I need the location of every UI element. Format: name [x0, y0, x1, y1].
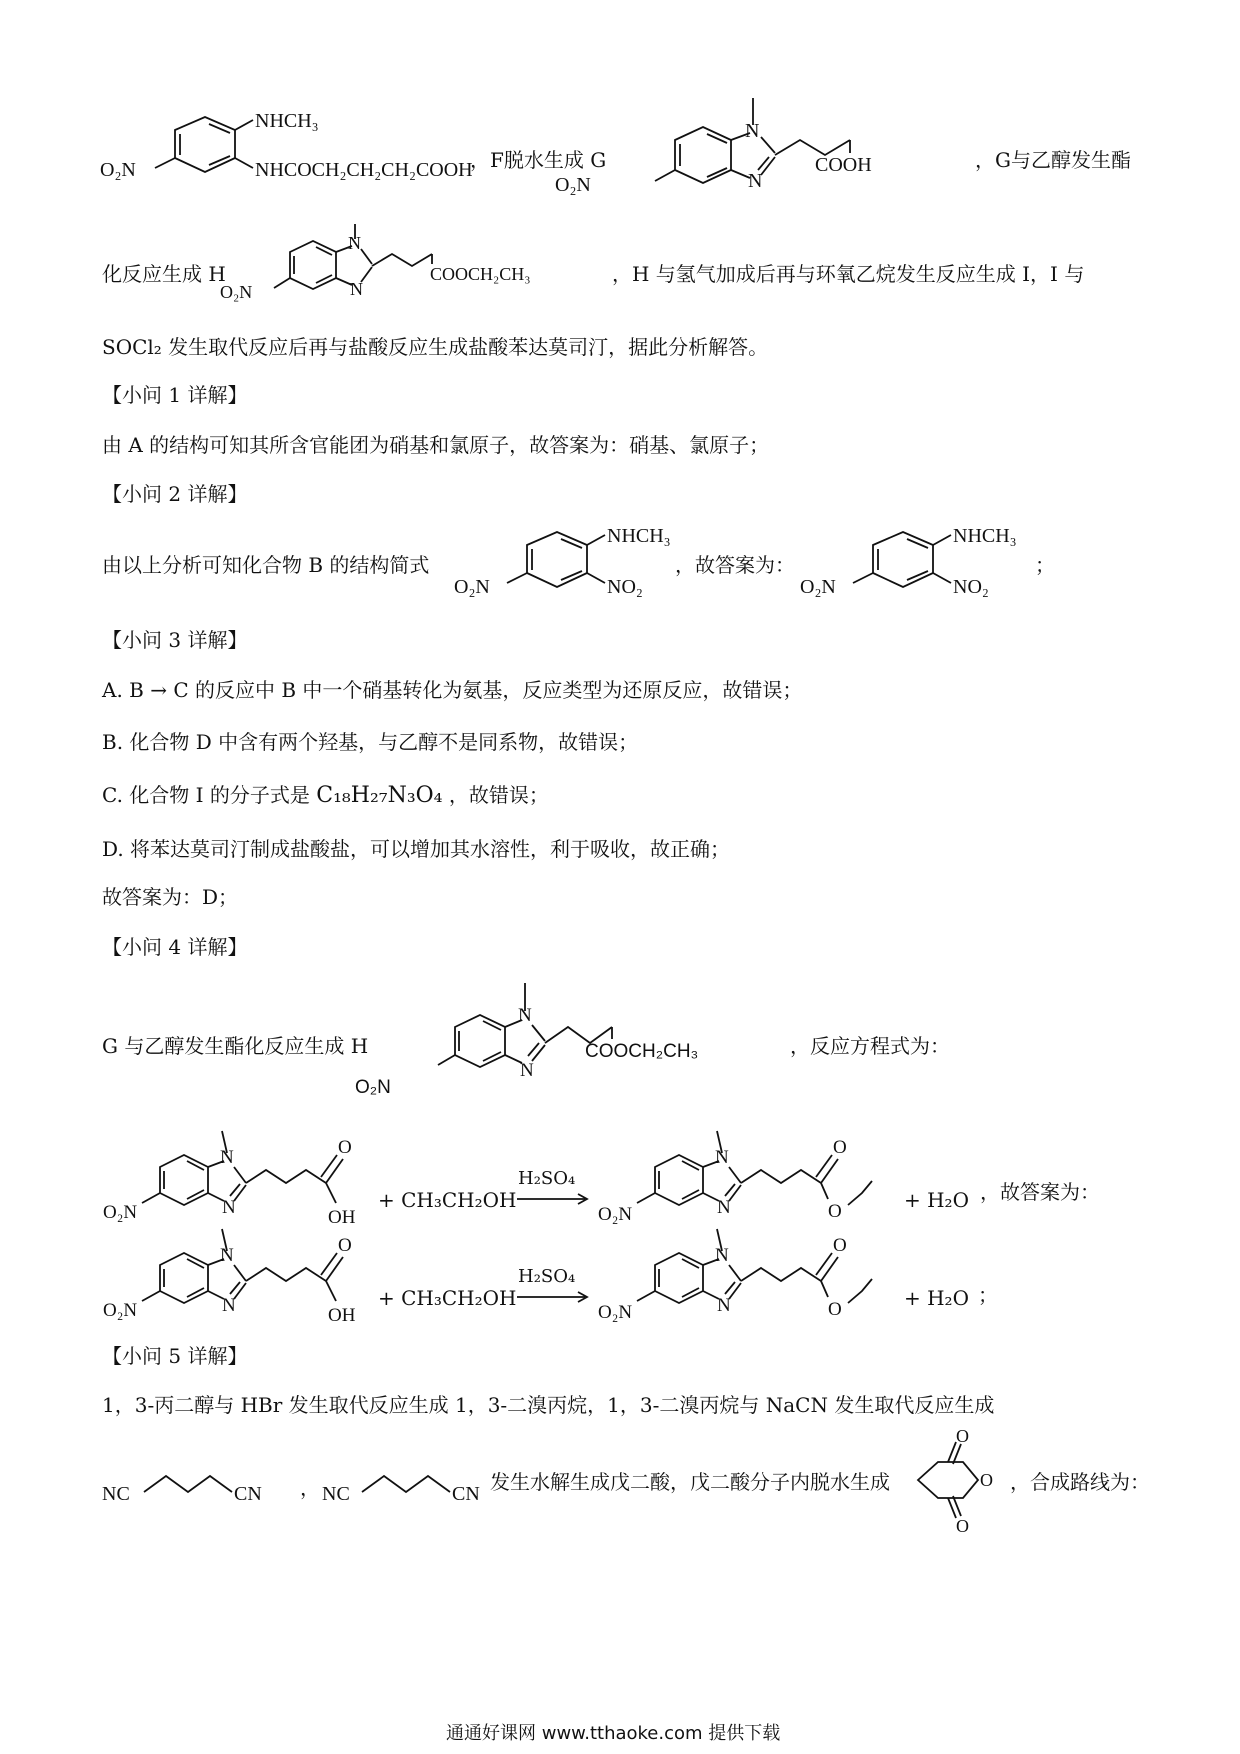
n-label: N [222, 1295, 236, 1316]
eq2-plus-water: + H₂O [904, 1286, 969, 1310]
cooh-label: COOH [815, 154, 872, 176]
o2n-label: O₂N [355, 1077, 391, 1098]
product-h-structure-2 [600, 1223, 880, 1338]
o2n-label: O₂N [454, 576, 490, 598]
eq2-suffix: ； [978, 1283, 998, 1307]
q3-c-suffix: ，故错误； [448, 783, 549, 807]
o2n-label: O₂N [100, 159, 136, 181]
o2n-label: O₂N [598, 1302, 633, 1323]
page-footer: 通通好课网 www.tthaoke.com 提供下载 [446, 1723, 781, 1744]
cn-label: CN [234, 1483, 262, 1505]
n-label: N [220, 1245, 234, 1266]
n-label: N [715, 1245, 729, 1266]
nhch3-label: NHCH₃ [953, 525, 1017, 547]
q3-heading: 【小问 3 详解】 [102, 628, 248, 652]
n-label: N [745, 120, 760, 142]
q3-option-b: B. 化合物 D 中含有两个羟基，与乙醇不是同系物，故错误； [102, 730, 639, 754]
eq1-catalyst: H₂SO₄ [518, 1168, 576, 1189]
line2-end-text: ，H 与氢气加成后再与环氧乙烷发生反应生成 I，I 与 [612, 262, 1085, 286]
o-label: O [338, 1137, 352, 1158]
o2n-label: O₂N [800, 576, 836, 598]
nc-label: NC [102, 1483, 130, 1505]
eq1-plus-water: + H₂O [904, 1188, 969, 1212]
q2-heading: 【小问 2 详解】 [102, 482, 248, 506]
o2n-label: O₂N [598, 1204, 633, 1225]
q1-heading: 【小问 1 详解】 [102, 383, 248, 407]
o2n-label: O₂N [103, 1300, 138, 1321]
nc-label: NC [322, 1483, 350, 1505]
nhch3-label: NHCH₃ [607, 525, 671, 547]
no2-label: NO₂ [953, 576, 989, 598]
n-label: N [717, 1197, 731, 1218]
o-label: O [828, 1299, 842, 1320]
q2-text-end: ； [1035, 553, 1055, 577]
n-label: N [715, 1147, 729, 1168]
oh-label: OH [328, 1207, 356, 1228]
cooet-label: COOCH₂CH₃ [585, 1041, 699, 1062]
o-label: O [828, 1201, 842, 1222]
q2-text-before: 由以上分析可知化合物 B 的结构简式 [102, 553, 430, 577]
q4-heading: 【小问 4 详解】 [102, 935, 248, 959]
q2-text-mid: ，故答案为： [675, 553, 795, 577]
o-label: O [956, 1516, 969, 1536]
compound-b-answer-structure [800, 515, 1038, 610]
line1-mid-text: ，F脱水生成 G [470, 148, 607, 172]
line3-text: SOCl₂ 发生取代反应后再与盐酸反应生成盐酸苯达莫司汀，据此分析解答。 [102, 335, 769, 359]
eq1-suffix: ，故答案为： [980, 1180, 1100, 1204]
line2-start-text: 化反应生成 H [102, 262, 226, 286]
compound-h-intro-structure [355, 975, 820, 1110]
oh-label: OH [328, 1305, 356, 1326]
n-label: N [222, 1197, 236, 1218]
o-label: O [956, 1426, 969, 1446]
o-label: O [980, 1470, 993, 1490]
o-label: O [833, 1137, 847, 1158]
glutaric-anhydride-structure [888, 1422, 1008, 1537]
compound-h-structure [220, 222, 610, 322]
eq2-catalyst: H₂SO₄ [518, 1266, 576, 1287]
o2n-label: O₂N [103, 1202, 138, 1223]
n-label: N [350, 279, 363, 299]
q5-text1: 1，3-丙二醇与 HBr 发生取代反应生成 1，3-二溴丙烷，1，3-二溴丙烷与 NaCN 发生取代反应生成 [102, 1393, 995, 1417]
nhch3-label: NHCH₃ [255, 110, 319, 132]
compound-f-structure [95, 100, 473, 195]
n-label: N [520, 1060, 534, 1081]
pentanedinitrile-structure-2 [322, 1462, 512, 1512]
eq1-plus-ethanol: + CH₃CH₂OH [378, 1188, 517, 1212]
q3-option-c [102, 783, 549, 808]
q4-intro-end: ，反应方程式为： [790, 1034, 950, 1058]
q3-final: 故答案为：D； [102, 885, 239, 909]
n-label: N [220, 1147, 234, 1168]
q5-heading: 【小问 5 详解】 [102, 1344, 248, 1368]
n-label: N [748, 170, 763, 192]
pentanedinitrile-structure-1 [102, 1462, 302, 1512]
q5-text2-mid: 发生水解生成戊二酸，戊二酸分子内脱水生成 [490, 1470, 890, 1494]
o-label: O [833, 1235, 847, 1256]
compound-b-structure [454, 515, 692, 610]
q3-c-formula: C₁₈H₂₇N₃O₄ [316, 783, 443, 808]
o-label: O [338, 1235, 352, 1256]
q3-c-prefix: C. 化合物 I 的分子式是 [102, 783, 310, 807]
eq2-plus-ethanol: + CH₃CH₂OH [378, 1286, 517, 1310]
q1-answer: 由 A 的结构可知其所含官能团为硝基和氯原子，故答案为：硝基、氯原子； [102, 433, 770, 457]
eq2-arrow [515, 1290, 595, 1304]
compound-g-structure [555, 95, 975, 215]
eq1-arrow [515, 1192, 595, 1206]
n-label: N [348, 233, 361, 253]
n-label: N [717, 1295, 731, 1316]
o2n-label: O₂N [220, 282, 253, 302]
no2-label: NO₂ [607, 576, 643, 598]
q4-intro: G 与乙醇发生酯化反应生成 H [102, 1034, 369, 1058]
q5-comma: ， [300, 1476, 320, 1500]
line1-end-text: ，G与乙醇发生酯 [975, 148, 1131, 172]
cn-label: CN [452, 1483, 480, 1505]
q3-option-a: A. B → C 的反应中 B 中一个硝基转化为氨基，反应类型为还原反应，故错误； [102, 678, 803, 702]
o2n-label: O₂N [555, 174, 591, 196]
cooet-label: COOCH₂CH₃ [430, 264, 531, 284]
n-label: N [518, 1005, 532, 1026]
reactant-g-structure-2 [100, 1223, 400, 1338]
q5-text2-end: ，合成路线为： [1010, 1470, 1150, 1494]
q3-option-d: D. 将苯达莫司汀制成盐酸盐，可以增加其水溶性，利于吸收，故正确； [102, 837, 731, 861]
nhcoc-label: NHCOCH₂CH₂CH₂COOH [255, 159, 473, 181]
